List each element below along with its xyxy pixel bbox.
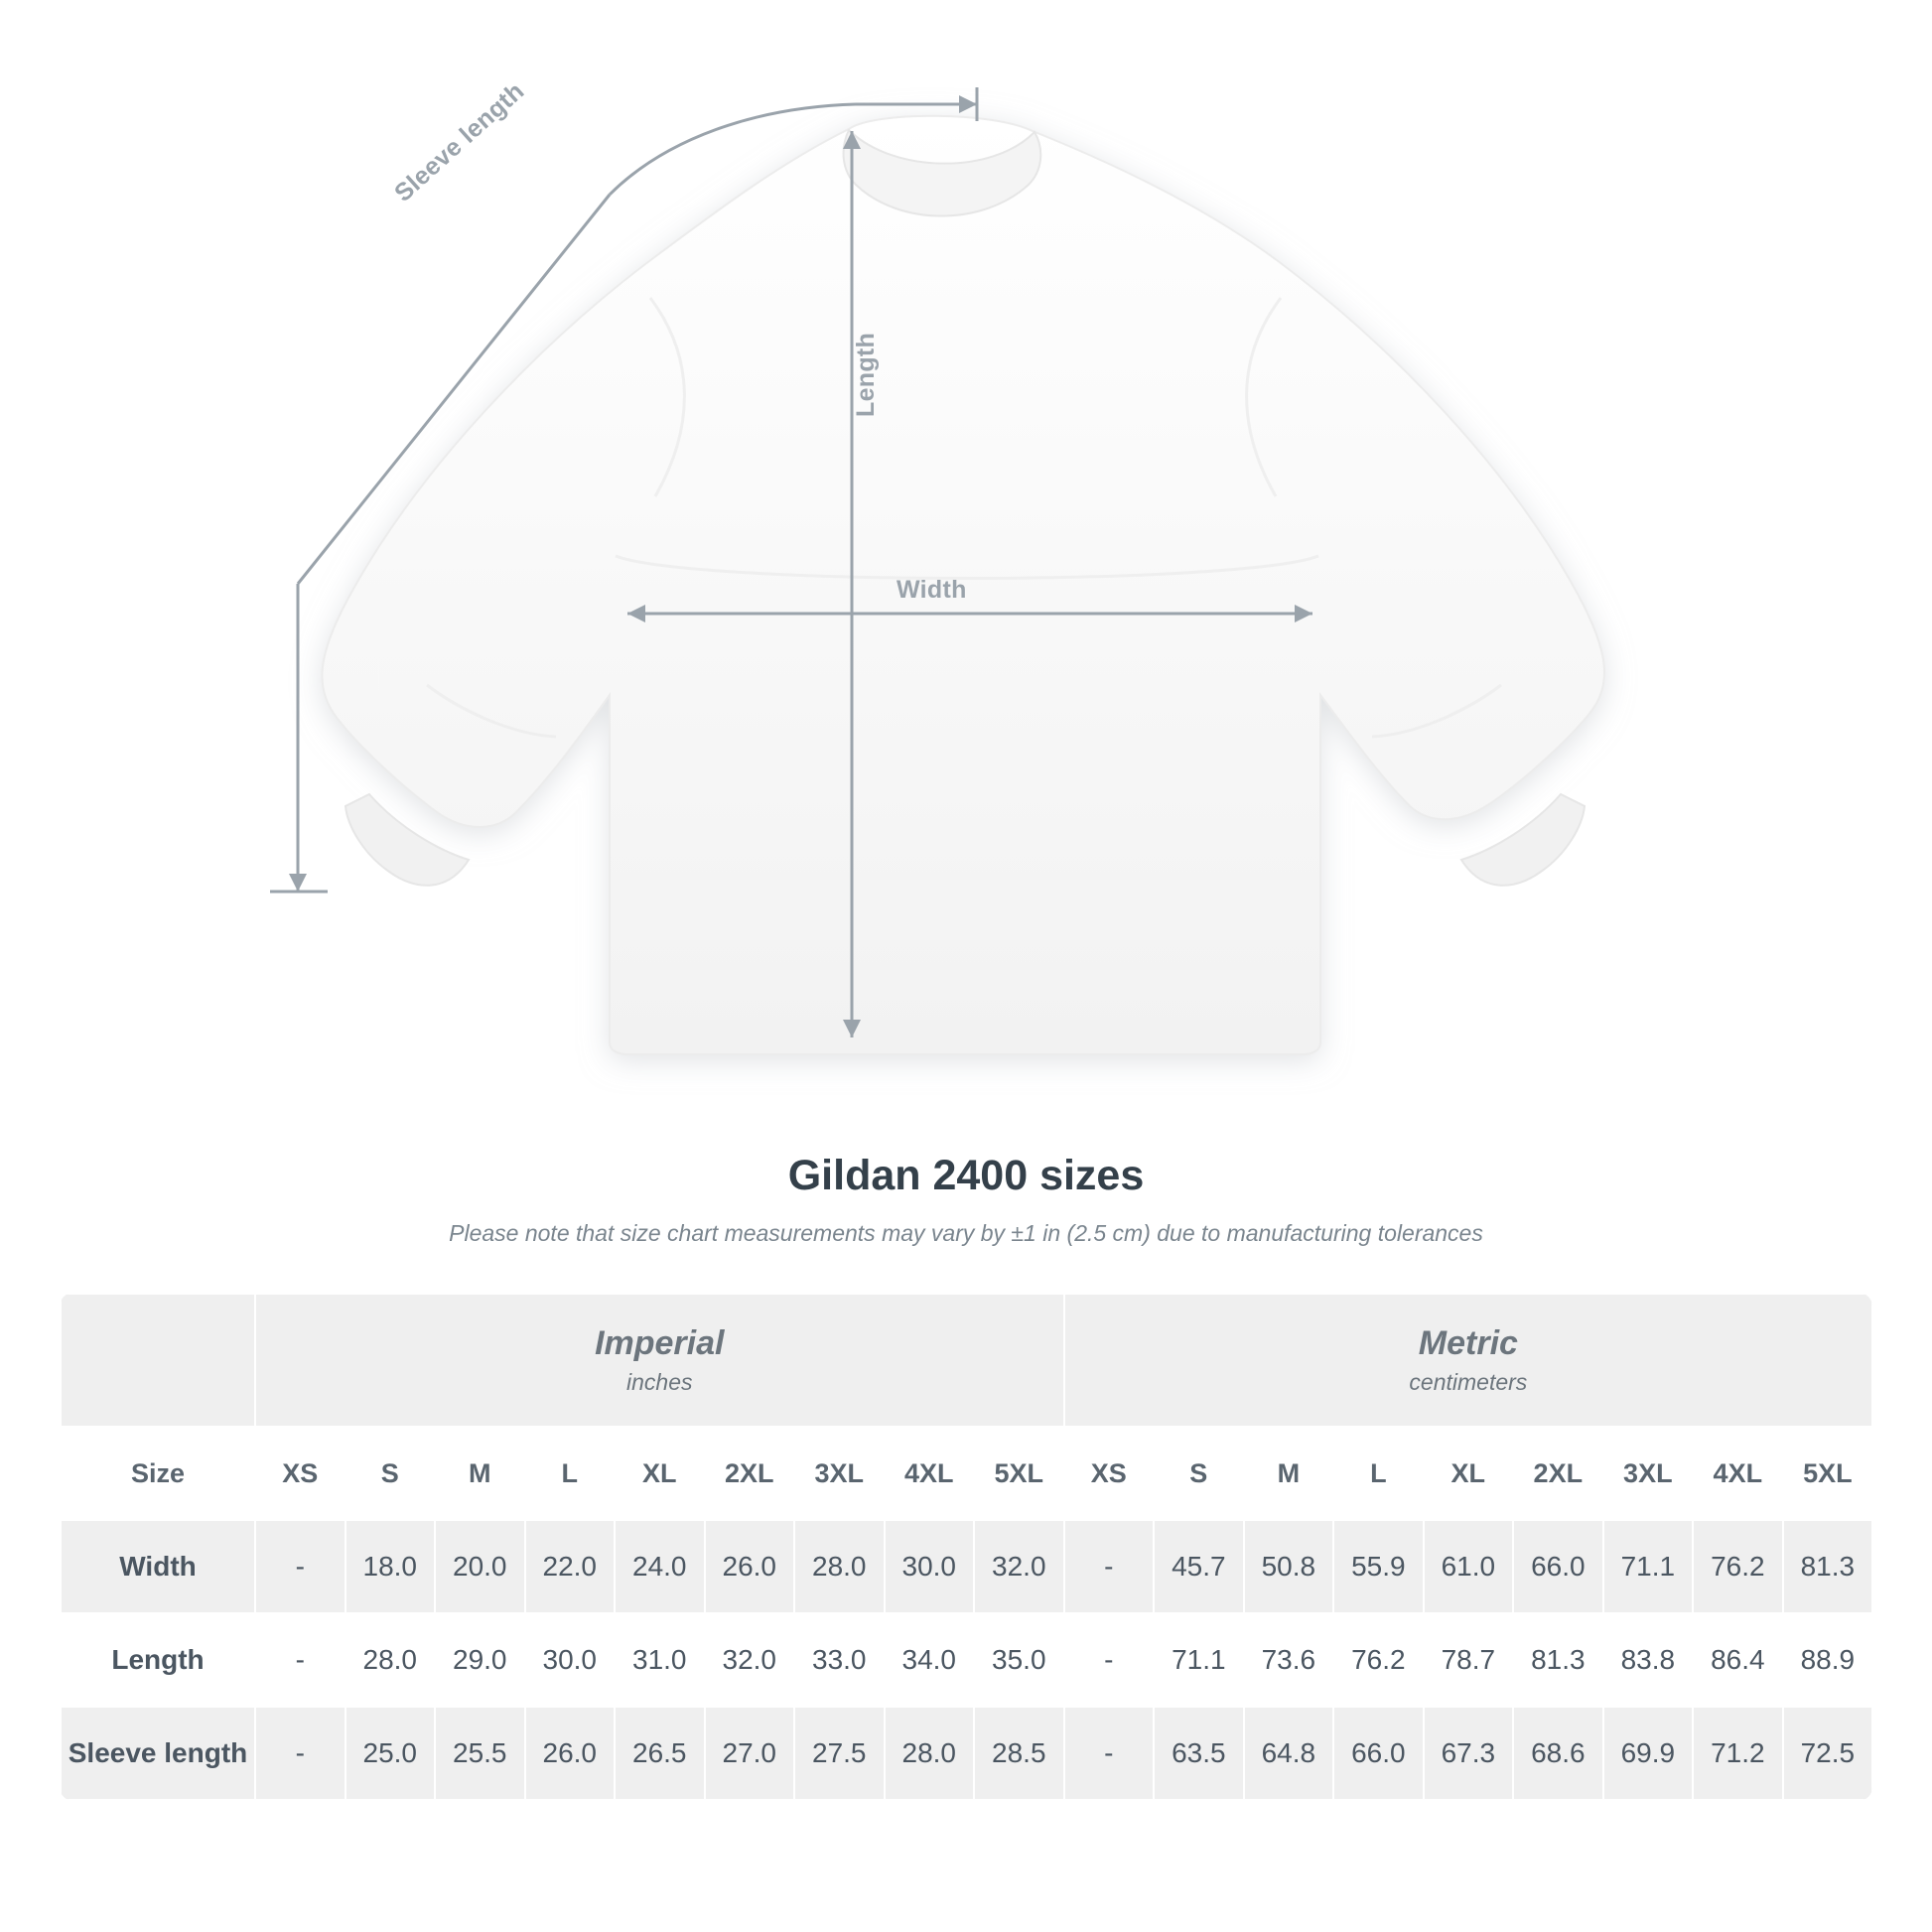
unit-system-unit: centimeters — [1409, 1369, 1528, 1396]
table-cell: 33.0 — [794, 1613, 885, 1707]
column-header-4xl-imperial: 4XL — [885, 1427, 975, 1520]
table-row — [61, 1613, 1872, 1707]
table-cell: - — [255, 1707, 345, 1800]
sleeve-length-dimension-label: Sleeve length — [389, 76, 530, 207]
table-cell: 81.3 — [1513, 1613, 1603, 1707]
table-cell: 20.0 — [435, 1520, 525, 1613]
table-cell: 27.5 — [794, 1707, 885, 1800]
table-cell: 26.5 — [615, 1707, 705, 1800]
table-cell: 31.0 — [615, 1613, 705, 1707]
column-header-2xl-metric: 2XL — [1513, 1427, 1603, 1520]
table-cell: 34.0 — [885, 1613, 975, 1707]
unit-system-name: Imperial — [595, 1323, 725, 1362]
length-dimension-label: Length — [852, 332, 880, 417]
table-cell: 68.6 — [1513, 1707, 1603, 1800]
table-cell: 72.5 — [1783, 1707, 1872, 1800]
table-cell: 67.3 — [1424, 1707, 1514, 1800]
table-cell: 83.8 — [1603, 1613, 1694, 1707]
size-table — [60, 1293, 1872, 1801]
table-cell: 25.5 — [435, 1707, 525, 1800]
table-cell: 86.4 — [1693, 1613, 1783, 1707]
column-header-l-metric: L — [1333, 1427, 1424, 1520]
table-cell: 28.5 — [974, 1707, 1064, 1800]
column-header-5xl-metric: 5XL — [1783, 1427, 1872, 1520]
table-cell: 66.0 — [1513, 1520, 1603, 1613]
table-cell: 63.5 — [1154, 1707, 1244, 1800]
page-title: Gildan 2400 sizes — [787, 1152, 1145, 1199]
column-header-3xl-imperial: 3XL — [794, 1427, 885, 1520]
table-cell: - — [1064, 1613, 1155, 1707]
column-header-m-metric: M — [1244, 1427, 1334, 1520]
table-size-header-row — [61, 1427, 1872, 1520]
column-header-xs-metric: XS — [1064, 1427, 1155, 1520]
table-system-header-row — [61, 1294, 1872, 1427]
table-row — [61, 1520, 1872, 1613]
size-table-wrapper — [60, 1293, 1872, 1801]
title-block — [0, 1152, 1932, 1247]
column-header-3xl-metric: 3XL — [1603, 1427, 1694, 1520]
table-cell: 88.9 — [1783, 1613, 1872, 1707]
column-header-xl-metric: XL — [1424, 1427, 1514, 1520]
table-cell: - — [1064, 1707, 1155, 1800]
table-cell: 69.9 — [1603, 1707, 1694, 1800]
column-header-5xl-imperial: 5XL — [974, 1427, 1064, 1520]
table-cell: 81.3 — [1783, 1520, 1872, 1613]
table-cell: 64.8 — [1244, 1707, 1334, 1800]
tolerance-note: Please note that size chart measurements may vary by ±1 in (2.5 cm) due to manufacturing tolerances — [449, 1220, 1483, 1246]
table-cell: 25.0 — [345, 1707, 436, 1800]
table-cell: 78.7 — [1424, 1613, 1514, 1707]
unit-system-name: Metric — [1418, 1323, 1518, 1362]
table-cell: 22.0 — [525, 1520, 616, 1613]
table-cell: 24.0 — [615, 1520, 705, 1613]
table-cell: 28.0 — [345, 1613, 436, 1707]
row-header-size: Size — [61, 1427, 255, 1520]
row-header-length: Length — [61, 1613, 255, 1707]
row-header-sleeve-length: Sleeve length — [61, 1707, 255, 1800]
table-cell: 30.0 — [885, 1520, 975, 1613]
table-cell: 32.0 — [974, 1520, 1064, 1613]
table-cell: 61.0 — [1424, 1520, 1514, 1613]
column-header-m-imperial: M — [435, 1427, 525, 1520]
table-cell: 45.7 — [1154, 1520, 1244, 1613]
table-cell: 28.0 — [885, 1707, 975, 1800]
table-cell: 71.2 — [1693, 1707, 1783, 1800]
table-cell: 71.1 — [1154, 1613, 1244, 1707]
table-cell: - — [1064, 1520, 1155, 1613]
table-cell: - — [255, 1613, 345, 1707]
column-header-4xl-metric: 4XL — [1693, 1427, 1783, 1520]
table-cell: 27.0 — [705, 1707, 795, 1800]
table-row — [61, 1707, 1872, 1800]
column-header-xl-imperial: XL — [615, 1427, 705, 1520]
column-header-s-imperial: S — [345, 1427, 436, 1520]
table-cell: - — [255, 1520, 345, 1613]
table-cell: 29.0 — [435, 1613, 525, 1707]
column-header-xs-imperial: XS — [255, 1427, 345, 1520]
table-cell: 26.0 — [705, 1520, 795, 1613]
row-header-width: Width — [61, 1520, 255, 1613]
table-cell: 76.2 — [1693, 1520, 1783, 1613]
column-header-l-imperial: L — [525, 1427, 616, 1520]
table-cell: 35.0 — [974, 1613, 1064, 1707]
table-corner-cell — [61, 1294, 255, 1427]
table-cell: 73.6 — [1244, 1613, 1334, 1707]
table-cell: 71.1 — [1603, 1520, 1694, 1613]
table-cell: 55.9 — [1333, 1520, 1424, 1613]
width-dimension-label: Width — [897, 576, 967, 604]
table-cell: 30.0 — [525, 1613, 616, 1707]
table-cell: 26.0 — [525, 1707, 616, 1800]
table-cell: 76.2 — [1333, 1613, 1424, 1707]
table-cell: 32.0 — [705, 1613, 795, 1707]
table-cell: 50.8 — [1244, 1520, 1334, 1613]
unit-system-header-imperial — [255, 1294, 1064, 1427]
column-header-s-metric: S — [1154, 1427, 1244, 1520]
table-cell: 28.0 — [794, 1520, 885, 1613]
column-header-2xl-imperial: 2XL — [705, 1427, 795, 1520]
table-cell: 66.0 — [1333, 1707, 1424, 1800]
unit-system-header-metric — [1064, 1294, 1872, 1427]
unit-system-unit: inches — [626, 1369, 693, 1396]
table-cell: 18.0 — [345, 1520, 436, 1613]
